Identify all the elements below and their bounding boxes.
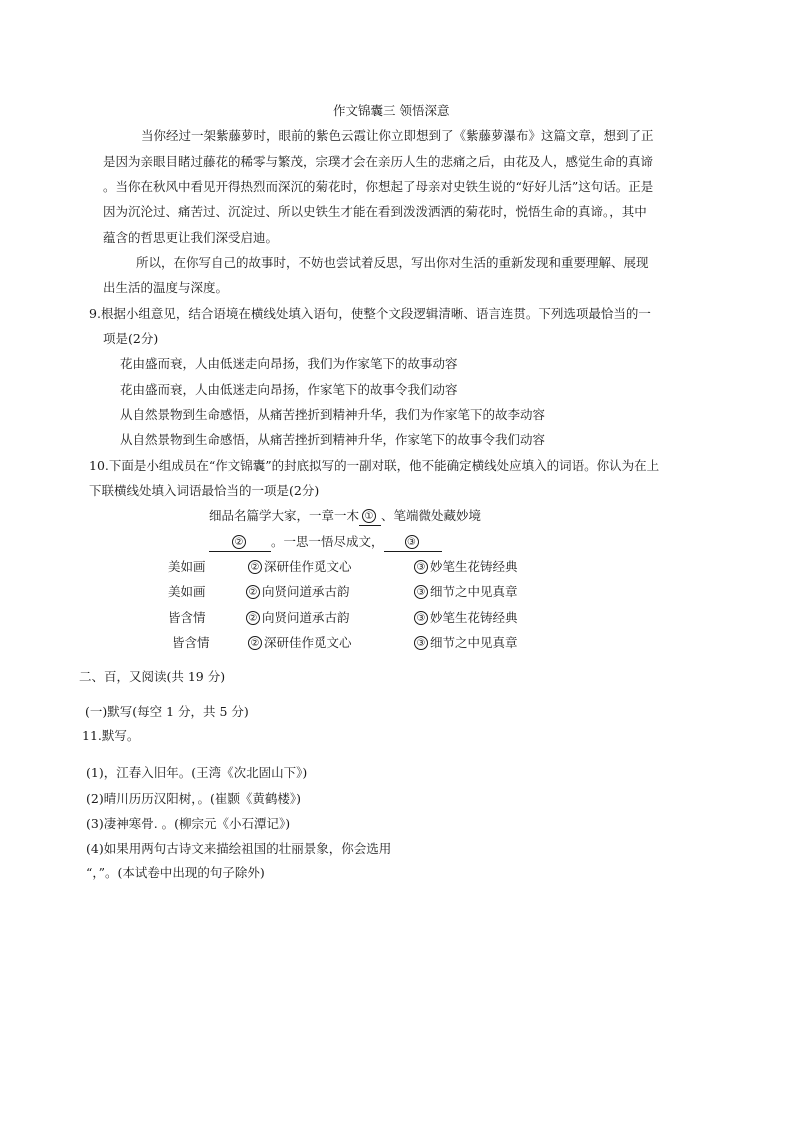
fill-item: (2)晴川历历汉阳树，。(崔颢《黄鹤楼》) <box>86 791 301 806</box>
couplet-upper-line <box>209 507 481 526</box>
option-word-3: ③ 妙笔生花铸经典 <box>414 609 518 627</box>
option-word-1: 美如画 <box>168 559 206 574</box>
couplet-text: 、笔端微处藏妙境 <box>381 508 482 523</box>
option-word-2: ② 向贤问道承古韵 <box>246 609 350 627</box>
couplet-lower-line <box>209 533 442 552</box>
text-line: 蕴含的哲思更让我们深受启迪。 <box>103 230 279 245</box>
question-stem-line: 9.根据小组意见，结合语境在横线处填入语句，使整个文段逻辑清晰、语言连贯。下列选项最恰当的一 <box>89 306 651 321</box>
circled-number-2: ② <box>246 585 260 599</box>
option-d[interactable]: 从自然景物到生命感悟，从痛苦挫折到精神升华，作家笔下的故事令我们动容 <box>120 432 546 447</box>
couplet-text: 。一思一悟尽成文， <box>271 534 384 549</box>
circled-number-3: ③ <box>405 535 419 549</box>
blank-1 <box>359 507 381 526</box>
blank-3 <box>384 533 442 552</box>
option-word-1: 皆含情 <box>168 610 206 625</box>
circled-number-3: ③ <box>414 560 428 574</box>
option-word-1: 美如画 <box>168 584 206 599</box>
blank-2 <box>209 533 271 552</box>
circled-number-2: ② <box>246 611 260 625</box>
text-line: 当你经过一架紫藤萝时，眼前的紫色云霞让你立即想到了《紫藤萝瀑布》这篇文章，想到了正 <box>141 128 654 143</box>
passage-title: 作文锦囊三 领悟深意 <box>333 103 450 118</box>
text-line: 出生活的温度与深度。 <box>103 280 229 295</box>
fill-item: (4)如果用两句古诗文来描绘祖国的壮丽景象，你会选用 <box>86 841 392 856</box>
option-a[interactable]: 花由盛而衰，人由低迷走向昂扬，我们为作家笔下的故事动容 <box>120 356 458 371</box>
circled-number-2: ② <box>232 535 246 549</box>
text-line: 是因为亲眼目睹过藤花的稀零与繁茂，宗璞才会在亲历人生的悲痛之后，由花及人，感觉生命的真谛 <box>103 154 654 169</box>
fill-item: (3)凄神寒骨. 。(柳宗元《小石潭记》) <box>86 816 291 831</box>
subsection-heading: (一)默写(每空 1 分，共 5 分) <box>85 704 249 719</box>
question-stem-line: 下联横线处填入词语最恰当的一项是(2分) <box>89 483 320 498</box>
option-word-3: ③ 细节之中见真章 <box>414 634 518 652</box>
option-word-2: ② 深研佳作觅文心 <box>248 634 352 652</box>
fill-item: (1)，江春入旧年。(王湾《次北固山下》) <box>86 765 308 780</box>
option-c[interactable]: 从自然景物到生命感悟，从痛苦挫折到精神升华，我们为作家笔下的故李动容 <box>120 407 546 422</box>
couplet-text: 细品名篇学大家，一章一木 <box>209 508 360 523</box>
text-line: 所以，在你写自己的故事时，不妨也尝试着反思，写出你对生活的重新发现和重要理解、展现 <box>136 255 649 270</box>
option-word-3: ③ 细节之中见真章 <box>414 583 518 601</box>
text-line: 。当你在秋风中看见开得热烈而深沉的菊花时，你想起了母亲对史铁生说的“好好儿活”这句话。正是 <box>103 179 654 194</box>
fill-item: “，”。(本试卷中出现的句子除外) <box>86 865 265 880</box>
section-heading: 二、百，又阅读(共 19 分) <box>79 669 226 684</box>
circled-number-2: ② <box>248 636 262 650</box>
circled-number-1: ① <box>362 509 376 523</box>
question-stem-line: 项是(2分) <box>103 331 159 346</box>
circled-number-3: ③ <box>414 636 428 650</box>
circled-number-2: ② <box>248 560 262 574</box>
circled-number-3: ③ <box>414 585 428 599</box>
option-word-3: ③ 妙笔生花铸经典 <box>414 558 518 576</box>
option-word-2: ② 深研佳作觅文心 <box>248 558 352 576</box>
option-b[interactable]: 花由盛而衰，人由低迷走向昂扬，作家笔下的故事令我们动容 <box>120 382 458 397</box>
circled-number-3: ③ <box>414 611 428 625</box>
question-11-stem: 11.默写。 <box>82 728 140 743</box>
text-line: 因为沉沦过、痛苦过、沉淀过、所以史铁生才能在看到泼泼洒洒的菊花时，悦悟生命的真谛。，其中 <box>103 204 647 219</box>
option-word-1: 皆含情 <box>172 635 210 650</box>
question-stem-line: 10.下面是小组成员在“作文锦囊”的封底拟写的一副对联，他不能确定横线处应填入的词语。你认为在上 <box>89 458 660 473</box>
option-word-2: ② 向贤问道承古韵 <box>246 583 350 601</box>
